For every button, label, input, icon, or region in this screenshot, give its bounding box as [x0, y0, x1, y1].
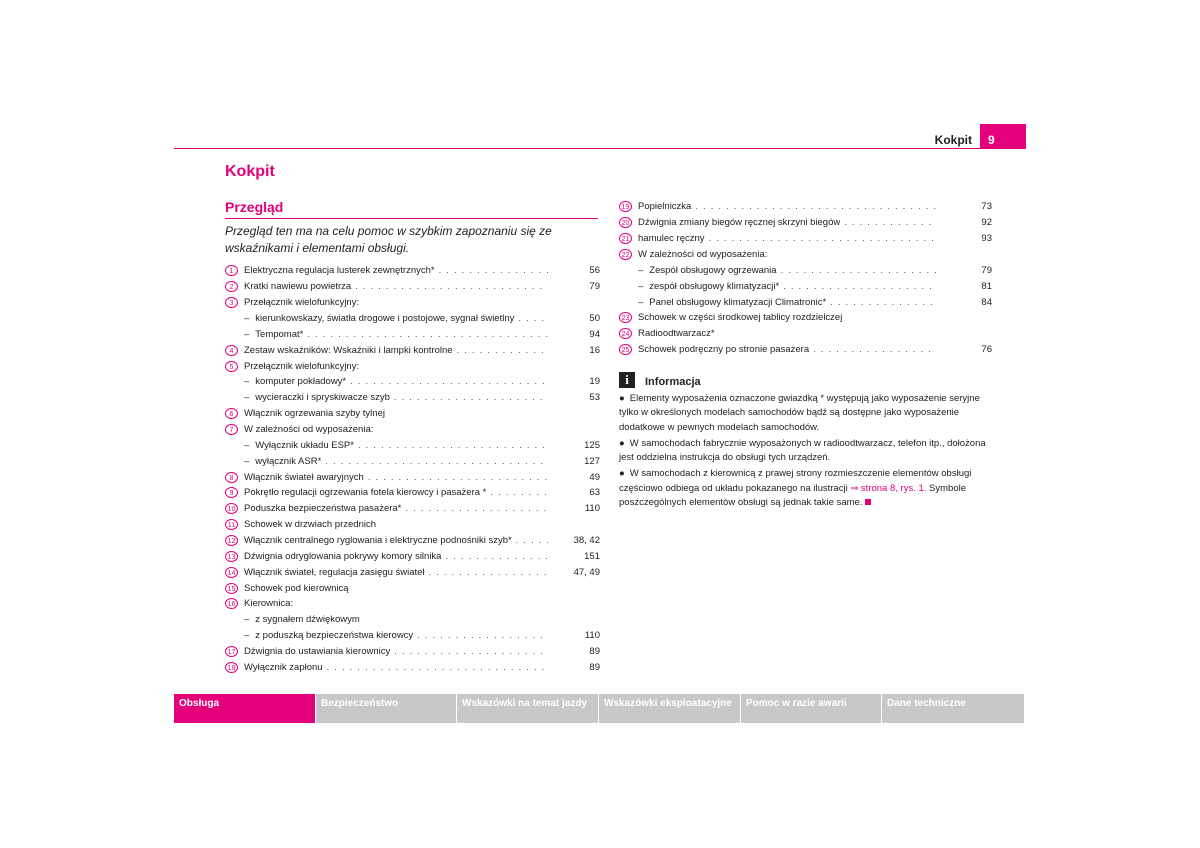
item-label: Kierownica:	[244, 598, 294, 610]
list-item	[619, 247, 992, 263]
item-page-ref[interactable]: 151	[584, 550, 600, 562]
dash-icon: –	[244, 328, 250, 340]
list-item	[225, 580, 600, 596]
item-label: Radioodtwarzacz*	[638, 328, 715, 340]
list-item	[619, 326, 992, 342]
item-page-ref[interactable]: 49	[589, 471, 600, 483]
section-title: Przegląd	[225, 199, 284, 215]
item-page-ref[interactable]: 47, 49	[573, 566, 600, 578]
bullet-icon: ●	[619, 393, 625, 404]
dot-leader	[405, 503, 548, 514]
dot-leader	[368, 472, 548, 483]
item-label: kierunkowskazy, światła drogowe i postojowe, sygnał świetlny	[255, 313, 515, 324]
dot-leader	[709, 233, 936, 244]
list-item	[225, 453, 600, 469]
item-number: 4	[225, 345, 238, 356]
dot-leader	[813, 344, 936, 355]
dot-leader	[429, 567, 548, 578]
list-item	[225, 358, 600, 374]
item-page-ref[interactable]: 94	[589, 328, 600, 340]
dot-leader	[355, 281, 548, 292]
dot-leader	[783, 281, 936, 292]
item-number: 16	[225, 598, 238, 609]
dot-leader	[394, 646, 548, 657]
list-item	[225, 295, 600, 311]
item-number: 7	[225, 424, 238, 435]
item-label: Panel obsługowy klimatyzacji Climatronic*	[649, 296, 827, 308]
item-number: 3	[225, 297, 238, 308]
item-number: 14	[225, 567, 238, 578]
item-label: W zależności od wyposażenia:	[638, 249, 768, 260]
dot-leader	[457, 345, 548, 356]
item-label: komputer pokładowy*	[255, 376, 347, 388]
item-number: 11	[225, 519, 238, 530]
item-label: Zespół obsługowy ogrzewania	[649, 264, 777, 276]
item-number: 1	[225, 265, 238, 276]
list-item	[225, 469, 600, 485]
list-item	[225, 342, 600, 358]
dash-icon: –	[244, 455, 250, 467]
item-label: Schowek w drzwiach przednich	[244, 519, 377, 531]
item-label: Kratki nawiewu powietrza	[244, 281, 352, 293]
item-label: Wyłącznik zapłonu	[244, 661, 323, 673]
item-number: 15	[225, 583, 238, 594]
dash-icon: –	[638, 264, 644, 276]
dot-leader	[445, 551, 548, 562]
dash-icon: –	[244, 439, 250, 451]
item-page-ref[interactable]: 110	[584, 630, 600, 642]
item-number: 20	[619, 217, 632, 228]
list-item	[225, 517, 600, 533]
dot-leader	[516, 535, 548, 546]
list-item	[225, 644, 600, 660]
dash-icon: –	[244, 313, 250, 324]
list-item	[225, 279, 600, 295]
item-number: 18	[225, 662, 238, 673]
item-label: Włącznik ogrzewania szyby tylnej	[244, 408, 385, 420]
item-label: Schowek w części środkowej tablicy rozdzielczej	[638, 312, 843, 324]
header-rule	[174, 148, 1026, 149]
list-item	[619, 199, 992, 215]
info-box	[619, 392, 994, 512]
list-item	[225, 326, 600, 342]
end-mark-icon	[865, 499, 871, 505]
dash-icon: –	[244, 376, 250, 388]
item-label: wyłącznik ASR*	[255, 455, 322, 467]
item-label: Przełącznik wielofunkcyjny:	[244, 297, 360, 309]
list-item	[619, 215, 992, 231]
item-page-ref[interactable]: 127	[584, 455, 600, 467]
item-page-ref[interactable]: 56	[589, 265, 600, 277]
item-number: 13	[225, 551, 238, 562]
item-label: zespół obsługowy klimatyzacji*	[649, 280, 780, 292]
page-number: 9	[980, 124, 1026, 149]
list-item	[225, 596, 600, 612]
item-label: Wyłącznik układu ESP*	[255, 439, 354, 451]
list-item	[225, 659, 600, 675]
item-page-ref[interactable]: 63	[589, 487, 600, 499]
footer-tab-dane-techniczne[interactable]: Dane techniczne	[882, 694, 1024, 723]
item-label: Dźwignia do ustawiania kierownicy	[244, 646, 391, 658]
item-number: 9	[225, 487, 238, 498]
footer-tab-bezpieczenstwo[interactable]: Bezpieczeństwo	[316, 694, 456, 723]
list-item	[225, 390, 600, 406]
section-rule	[225, 218, 598, 219]
item-label: z poduszką bezpieczeństwa kierowcy	[255, 630, 414, 642]
list-item	[225, 437, 600, 453]
dash-icon: –	[638, 280, 644, 292]
item-number: 22	[619, 249, 632, 260]
item-number: 25	[619, 344, 632, 355]
list-item	[619, 262, 992, 278]
info-text-2: W samochodach fabrycznie wyposażonych w radioodtwarzacz, telefon itp., dołożona jest oddzielna instrukcja do obsługi tych urządzeń.	[619, 437, 986, 464]
info-paragraph	[619, 437, 994, 466]
info-paragraph	[619, 392, 994, 435]
list-item	[225, 548, 600, 564]
item-number: 5	[225, 361, 238, 372]
dot-leader	[307, 329, 548, 340]
dash-icon: –	[244, 630, 250, 642]
item-page-ref[interactable]: 50	[589, 313, 600, 324]
item-label: Schowek pod kierownicą	[244, 582, 349, 594]
list-item	[619, 231, 992, 247]
item-page-ref[interactable]: 84	[981, 296, 992, 308]
list-item	[619, 294, 992, 310]
dot-leader	[844, 217, 936, 228]
dot-leader	[394, 392, 548, 403]
footer-tab-pomoc[interactable]: Pomoc w razie awarii	[741, 694, 881, 723]
item-page-ref[interactable]: 53	[589, 392, 600, 404]
chapter-title: Kokpit	[225, 163, 275, 180]
item-label: Dźwignia odryglowania pokrywy komory silnika	[244, 550, 442, 562]
item-label: wycieraczki i spryskiwacze szyb	[255, 392, 390, 404]
dot-leader	[830, 297, 936, 308]
list-item	[225, 374, 600, 390]
list-item	[225, 485, 600, 501]
item-number: 12	[225, 535, 238, 546]
dash-icon: –	[638, 296, 644, 308]
item-page-ref[interactable]: 93	[981, 233, 992, 245]
info-paragraph	[619, 467, 994, 510]
item-number: 2	[225, 281, 238, 292]
overview-list-right	[619, 199, 992, 358]
list-item	[619, 310, 992, 326]
list-item	[225, 533, 600, 549]
item-page-ref[interactable]: 89	[589, 646, 600, 658]
header-title: Kokpit	[934, 133, 972, 147]
bullet-icon: ●	[619, 468, 625, 480]
dot-leader	[327, 662, 548, 673]
footer-tab-obsluga[interactable]: Obsługa	[174, 694, 315, 723]
list-item	[225, 628, 600, 644]
item-number: 6	[225, 408, 238, 419]
dash-icon: –	[244, 614, 250, 626]
list-item	[225, 311, 600, 327]
dot-leader	[325, 456, 548, 467]
dot-leader	[781, 265, 936, 276]
overview-list-left	[225, 263, 600, 675]
item-label: z sygnałem dźwiękowym	[255, 614, 360, 626]
item-number: 23	[619, 312, 632, 323]
info-icon: i	[619, 372, 635, 388]
list-item	[619, 278, 992, 294]
item-page-ref[interactable]: 73	[981, 201, 992, 213]
info-text-3b: Symbole poszczególnych elementów obsługi są jednak takie same.	[619, 482, 967, 509]
dot-leader	[695, 201, 936, 212]
item-page-ref[interactable]: 16	[589, 344, 600, 356]
item-page-ref[interactable]: 92	[981, 217, 992, 229]
footer-tab-wskazowki-jazdy[interactable]: Wskazówki na temat jazdy	[457, 694, 598, 723]
item-page-ref[interactable]: 89	[589, 661, 600, 673]
dot-leader	[358, 440, 548, 451]
item-label: hamulec ręczny	[638, 233, 705, 245]
list-item	[225, 422, 600, 438]
item-label: Elektryczna regulacja lusterek zewnętrznych*	[244, 265, 435, 277]
dot-leader	[417, 630, 548, 641]
item-label: Włącznik centralnego ryglowania i elektryczne podnośniki szyb*	[244, 535, 512, 547]
item-label: Pokrętło regulacji ogrzewania fotela kierowcy i pasażera *	[244, 487, 487, 499]
item-number: 19	[619, 201, 632, 212]
dot-leader	[439, 265, 548, 276]
list-item	[225, 564, 600, 580]
footer-tab-wskazowki-eksploatacyjne[interactable]: Wskazówki eksploatacyjne	[599, 694, 740, 723]
intro-text: Przegląd ten ma na celu pomoc w szybkim zapoznaniu się ze wskaźnikami i elementami obsługi.	[225, 224, 552, 255]
list-item	[225, 406, 600, 422]
info-text-1: Elementy wyposażenia oznaczone gwiazdką * występują jako wyposażenie seryjne tylko w określonych modelach samochodów bądź są dostępne jako wyposażenie dodatkowe w pewnych modelach samochodów.	[619, 393, 980, 433]
item-label: Popielniczka	[638, 201, 692, 213]
item-page-ref[interactable]: 76	[981, 344, 992, 356]
list-item	[225, 612, 600, 628]
item-number: 17	[225, 646, 238, 657]
item-label: Dźwignia zmiany biegów ręcznej skrzyni biegów	[638, 217, 841, 229]
item-label: Włącznik świateł, regulacja zasięgu świateł	[244, 566, 425, 578]
item-number: 21	[619, 233, 632, 244]
item-label: W zależności od wyposażenia:	[244, 424, 374, 436]
item-label: Przełącznik wielofunkcyjny:	[244, 360, 360, 372]
item-label: Tempomat*	[255, 328, 304, 340]
item-page-ref[interactable]: 79	[589, 281, 600, 293]
item-label: Włącznik świateł awaryjnych	[244, 471, 364, 483]
item-page-ref[interactable]: 110	[584, 503, 600, 515]
bullet-icon: ●	[619, 437, 625, 449]
item-number: 24	[619, 328, 632, 339]
list-item	[225, 263, 600, 279]
list-item	[619, 342, 992, 358]
info-text-3a: W samochodach z kierownicą z prawej strony rozmieszczenie elementów obsługi częściowo odbiega od układu pokazanego na ilustracji	[619, 468, 972, 494]
list-item	[225, 501, 600, 517]
item-page-ref[interactable]: 125	[584, 439, 600, 451]
item-page-ref[interactable]: 19	[589, 376, 600, 388]
dot-leader	[518, 313, 548, 324]
dot-leader	[350, 376, 548, 387]
item-label: Poduszka bezpieczeństwa pasażera*	[244, 503, 402, 515]
item-page-ref[interactable]: 79	[981, 264, 992, 276]
item-page-ref[interactable]: 81	[981, 280, 992, 292]
item-label: Zestaw wskaźników: Wskaźniki i lampki kontrolne	[244, 344, 453, 356]
dot-leader	[490, 487, 548, 498]
info-title: Informacja	[645, 376, 701, 388]
dash-icon: –	[244, 392, 250, 404]
figure-reference-link[interactable]: ⇒ strona 8, rys. 1.	[850, 482, 927, 494]
item-number: 10	[225, 503, 238, 514]
footer-nav	[174, 694, 1026, 723]
item-label: Schowek podręczny po stronie pasażera	[638, 344, 810, 356]
item-page-ref[interactable]: 38, 42	[573, 535, 600, 547]
item-number: 8	[225, 472, 238, 483]
